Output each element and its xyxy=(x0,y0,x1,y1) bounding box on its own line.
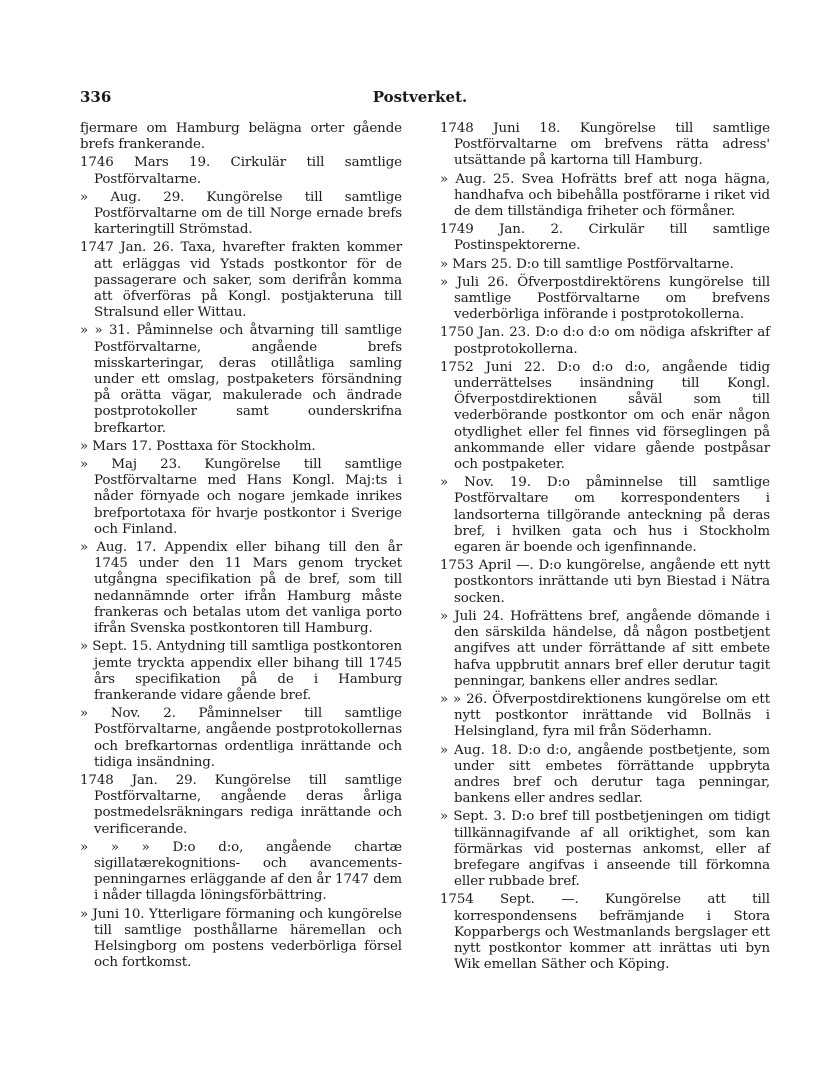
entry: 1747 Jan. 26. Taxa, hvarefter frakten kommer att erläggas vid Ystads postkontor för de passagerare och saker, som derifrån komma att öfverföras på Kongl. postjakteruna till Stralsund eller Wittau. xyxy=(80,240,402,321)
entry: » Juli 26. Öfverpostdirektörens kungörelse till samtlige Postförvaltarne om brefvens vederbörliga införande i postprotokollerna. xyxy=(440,274,770,323)
entry: » Sept. 15. Antydning till samtliga postkontoren jemte tryckta appendix eller bihang till 1745 års specifikation på de i Hamburg frankerande vidare gående bref. xyxy=(80,639,402,703)
entry: » Maj 23. Kungörelse till samtlige Postförvaltarne med Hans Kongl. Maj:ts i nåder förnyade och nogare jemkade inrikes brefportotaxa för hvarje postkontor i Sverige och Finland. xyxy=(80,457,402,537)
entry: 1746 Mars 19. Cirkulär till samtlige Postförvaltarne. xyxy=(80,155,402,187)
entry: » Nov. 2. Påminnelser till samtlige Postförvaltarne, angående postprotokollernas och brefkartornas ordentliga inrättande och tidiga insändning. xyxy=(80,706,402,770)
entry: 1748 Juni 18. Kungörelse till samtlige Postförvaltarne om brefvens rätta adress' utsättande på kartorna till Hamburg. xyxy=(440,121,770,169)
entry: 1748 Jan. 29. Kungörelse till samtlige Postförvaltarne, angående deras årliga postmedelsräkningars rediga inrättande och verificerande. xyxy=(80,772,402,837)
entry: » Juni 10. Ytterligare förmaning och kungörelse till samtlige posthållarne häremellan och Helsingborg om postens vederbörliga försel och fortkomst. xyxy=(80,906,402,971)
page-number: 336 xyxy=(80,88,112,106)
entry: » Aug. 29. Kungörelse till samtlige Postförvaltarne om de till Norge ernade brefs karteringtill Strömstad. xyxy=(80,189,402,238)
entry: » Aug. 18. D:o d:o, angående postbetjente, som under sitt embetes förrättande uppbryta andres bref och derutur taga penningar, bankens eller andres sedlar. xyxy=(440,742,770,807)
entry: » Nov. 19. D:o påminnelse till samtlige Postförvaltare om korrespondenters i landsorterna tillgörande anteckning på deras bref, i hvilken gata och hus i Stockholm egaren är boende och igenfinnande. xyxy=(440,475,770,556)
entry: » » » D:o d:o, angående chartæ sigillatærekognitions- och avancements-penningarnes erläggande af den år 1747 dem i nåder tillagda löningsförbättring. xyxy=(80,839,402,904)
entry: 1750 Jan. 23. D:o d:o d:o om nödiga afskrifter af postprotokollerna. xyxy=(440,325,770,357)
entry: fjermare om Hamburg belägna orter gående brefs frankerande. xyxy=(80,121,402,153)
entry: » Juli 24. Hofrättens bref, angående dömande i den särskilda händelse, då någon postbetjent angifves att under förrättande af sitt embete hafva uppbrutit annars bref eller derutur tagit penningar, bankens eller andres sedlar. xyxy=(440,608,770,689)
entry: » » 31. Påminnelse och åtvarning till samtlige Postförvaltarne, angående brefs misskarteringar, deras otillåtliga samling under ett omslag, postpaketers försändning på orätta vägar, makulerade och ändrade postprotokoller samt ounderskrifna brefkartor. xyxy=(80,323,402,436)
page-header xyxy=(80,88,760,112)
entry: 1749 Jan. 2. Cirkulär till samtlige Postinspektorerne. xyxy=(440,222,770,254)
entry: 1754 Sept. —. Kungörelse att till korrespondensens befrämjande i Stora Kopparbergs och Westmanlands bergslager ett nytt postkontor kommer att inrättas uti byn Wik emellan Säther och Köping. xyxy=(440,892,770,973)
entry: » Mars 17. Posttaxa för Stockholm. xyxy=(80,438,316,454)
left-column xyxy=(80,121,402,973)
entry: » Aug. 25. Svea Hofrätts bref att noga hägna, handhafva och bibehålla postförarne i riket vid de dem tillständiga friheter och förmåner. xyxy=(440,171,770,220)
running-title: Postverket. xyxy=(372,88,468,106)
entry: » Aug. 17. Appendix eller bihang till den år 1745 under den 11 Mars genom trycket utgångna specifikation på de bref, som till nedannämnde orter ifrån Hamburg måste frankeras och betalas utom det vanliga porto ifrån Svenska postkontoren till Hamburg. xyxy=(80,540,402,637)
entry: » Mars 25. D:o till samtlige Postförvaltarne. xyxy=(440,256,734,272)
entry: » Sept. 3. D:o bref till postbetjeningen om tidigt tillkännagifvande af all oriktighet, som kan förmärkas vid posternas ankomst, eller af brefegare angifvas i anseende till förkomna eller rubbade bref. xyxy=(440,809,770,890)
entry: 1752 Juni 22. D:o d:o d:o, angående tidig underrättelses insändning till Kongl. Öfverpostdirektionen såväl som till vederbörande postkontor om och enär någon otydlighet eller fel finnes vid förseglingen på ankommande eller vidare gående postpåsar och postpaketer. xyxy=(440,359,770,473)
entry: » » 26. Öfverpostdirektionens kungörelse om ett nytt postkontor inrättande vid Bollnäs i Helsingland, fyra mil från Söderhamn. xyxy=(440,691,770,740)
entry: 1753 April —. D:o kungörelse, angående ett nytt postkontors inrättande uti byn Biestad i Nätra socken. xyxy=(440,558,770,606)
right-column xyxy=(440,121,770,975)
